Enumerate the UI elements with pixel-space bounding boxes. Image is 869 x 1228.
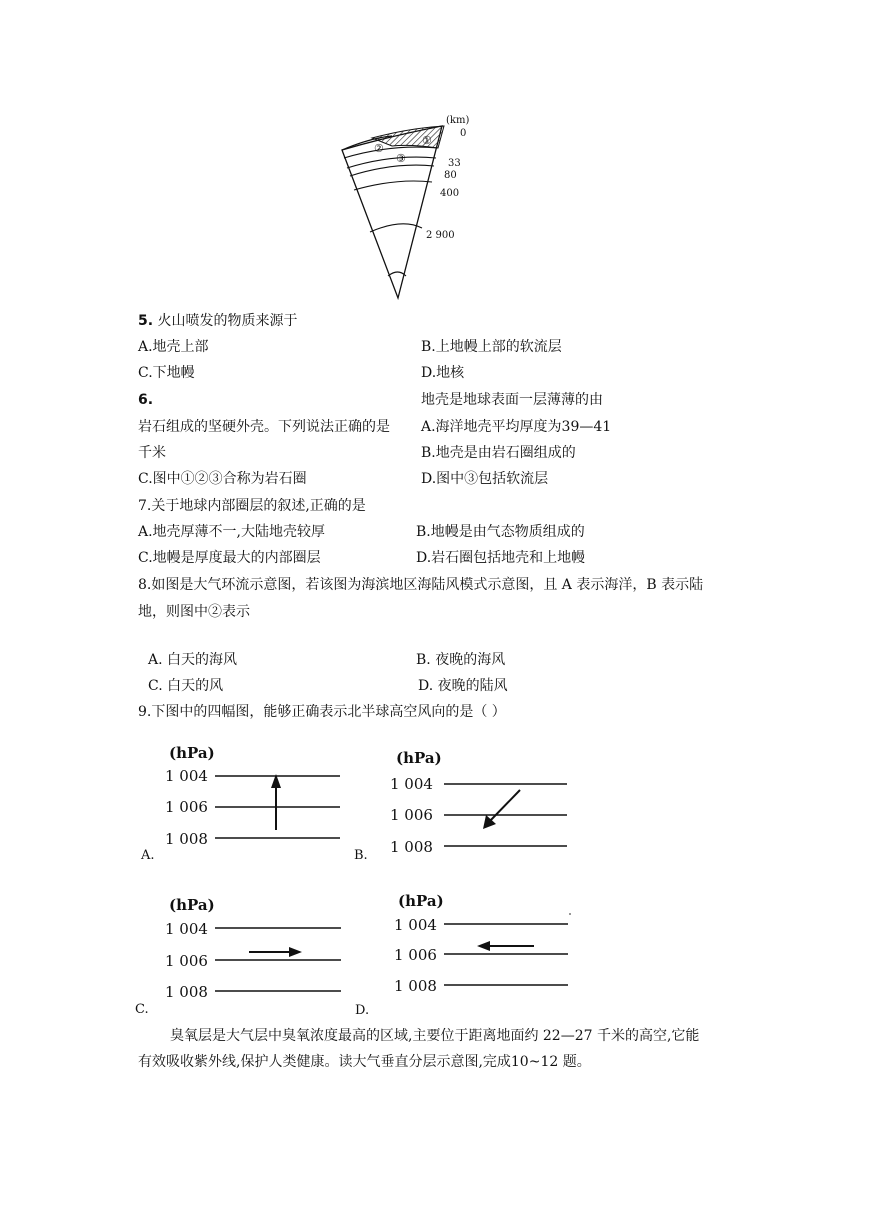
q5-stem xyxy=(138,312,298,330)
q9-c-p1006: 1 006 xyxy=(165,952,208,970)
marker-1: ① xyxy=(422,134,432,147)
q8-option-d[interactable]: D. 夜晚的陆风 xyxy=(418,678,508,694)
marker-3: ③ xyxy=(396,152,406,165)
q8-stem-line1: 8.如图是大气环流示意图，若该图为海滨地区海陆风模式示意图，且 A 表示海洋，B 表示陆 xyxy=(138,577,704,593)
q5-option-b[interactable]: B.上地幔上部的软流层 xyxy=(421,339,562,355)
depth-2900: 2 900 xyxy=(426,230,455,241)
q9-b-p1004: 1 004 xyxy=(390,775,433,793)
earth-interior-diagram xyxy=(330,108,480,308)
q8-option-a[interactable]: A. 白天的海风 xyxy=(148,652,238,668)
q9-panel-b[interactable] xyxy=(352,745,577,865)
q7-option-b[interactable]: B.地幔是由气态物质组成的 xyxy=(416,524,585,540)
depth-80: 80 xyxy=(444,170,457,181)
q7-option-c[interactable]: C.地幔是厚度最大的内部圈层 xyxy=(138,550,321,566)
q9-b-wind-arrow xyxy=(488,790,520,823)
q9-c-label: C. xyxy=(135,1002,149,1017)
q9-d-p1006: 1 006 xyxy=(394,946,437,964)
q9-d-p1008: 1 008 xyxy=(394,977,437,995)
q9-b-unit: (hPa) xyxy=(396,749,442,767)
q9-a-p1006: 1 006 xyxy=(165,798,208,816)
q9-a-unit: (hPa) xyxy=(169,744,215,762)
q6-option-a-cont: 千米 xyxy=(138,445,166,461)
q9-a-p1004: 1 004 xyxy=(165,767,208,785)
q7-stem: 7.关于地球内部圈层的叙述,正确的是 xyxy=(138,498,366,514)
q6-stem-line2: 岩石组成的坚硬外壳。下列说法正确的是 xyxy=(138,419,390,435)
q6-option-b[interactable]: B.地壳是由岩石圈组成的 xyxy=(421,445,576,461)
q6-number: 6. xyxy=(138,392,154,408)
q6-stem-right: 地壳是地球表面一层薄薄的由 xyxy=(421,392,603,408)
q9-d-unit: (hPa) xyxy=(398,892,444,910)
q8-option-c[interactable]: C. 白天的风 xyxy=(148,678,224,694)
q9-b-p1006: 1 006 xyxy=(390,806,433,824)
q8-option-b[interactable]: B. 夜晚的海风 xyxy=(416,652,506,668)
q6-option-a[interactable]: A.海洋地壳平均厚度为39—41 xyxy=(421,419,612,435)
depth-0: 0 xyxy=(460,128,467,139)
q9-stem: 9.下图中的四幅图，能够正确表示北半球高空风向的是（ ） xyxy=(138,704,506,720)
q5-option-a[interactable]: A.地壳上部 xyxy=(138,339,209,355)
depth-33: 33 xyxy=(448,158,461,169)
depth-400: 400 xyxy=(440,188,460,199)
q7-option-d[interactable]: D.岩石圈包括地壳和上地幔 xyxy=(416,550,586,566)
q6-option-d[interactable]: D.图中③包括软流层 xyxy=(421,471,549,487)
q9-c-p1008: 1 008 xyxy=(165,983,208,1001)
q9-b-label: B. xyxy=(354,848,368,863)
q9-b-p1008: 1 008 xyxy=(390,838,433,856)
q7-option-a[interactable]: A.地壳厚薄不一,大陆地壳较厚 xyxy=(138,524,326,540)
q9-a-label: A. xyxy=(141,848,155,863)
marker-2: ② xyxy=(374,142,384,155)
q5-option-c[interactable]: C.下地幔 xyxy=(138,365,195,381)
passage-line1: 臭氧层是大气层中臭氧浓度最高的区域,主要位于距离地面约 22—27 千米的高空,它能 xyxy=(170,1028,700,1044)
q9-panel-c[interactable] xyxy=(135,890,355,1020)
q9-a-p1008: 1 008 xyxy=(165,830,208,848)
q9-d-p1004: 1 004 xyxy=(394,916,437,934)
passage-line2: 有效吸收紫外线,保护人类健康。读大气垂直分层示意图,完成10~12 题。 xyxy=(138,1054,591,1070)
q9-panel-d[interactable] xyxy=(352,888,577,1020)
q8-stem-line2: 地，则图中②表示 xyxy=(138,604,250,620)
q5-stem-text: 火山喷发的物质来源于 xyxy=(157,313,298,329)
q9-d-label: D. xyxy=(355,1003,370,1018)
q6-option-c[interactable]: C.图中①②③合称为岩石圈 xyxy=(138,471,307,487)
q9-c-unit: (hPa) xyxy=(169,896,215,914)
unit-label: (km) xyxy=(446,115,470,126)
q9-panel-a[interactable] xyxy=(135,740,350,865)
q5-number: 5. xyxy=(138,313,154,329)
q9-c-p1004: 1 004 xyxy=(165,920,208,938)
q5-option-d[interactable]: D.地核 xyxy=(421,365,465,381)
